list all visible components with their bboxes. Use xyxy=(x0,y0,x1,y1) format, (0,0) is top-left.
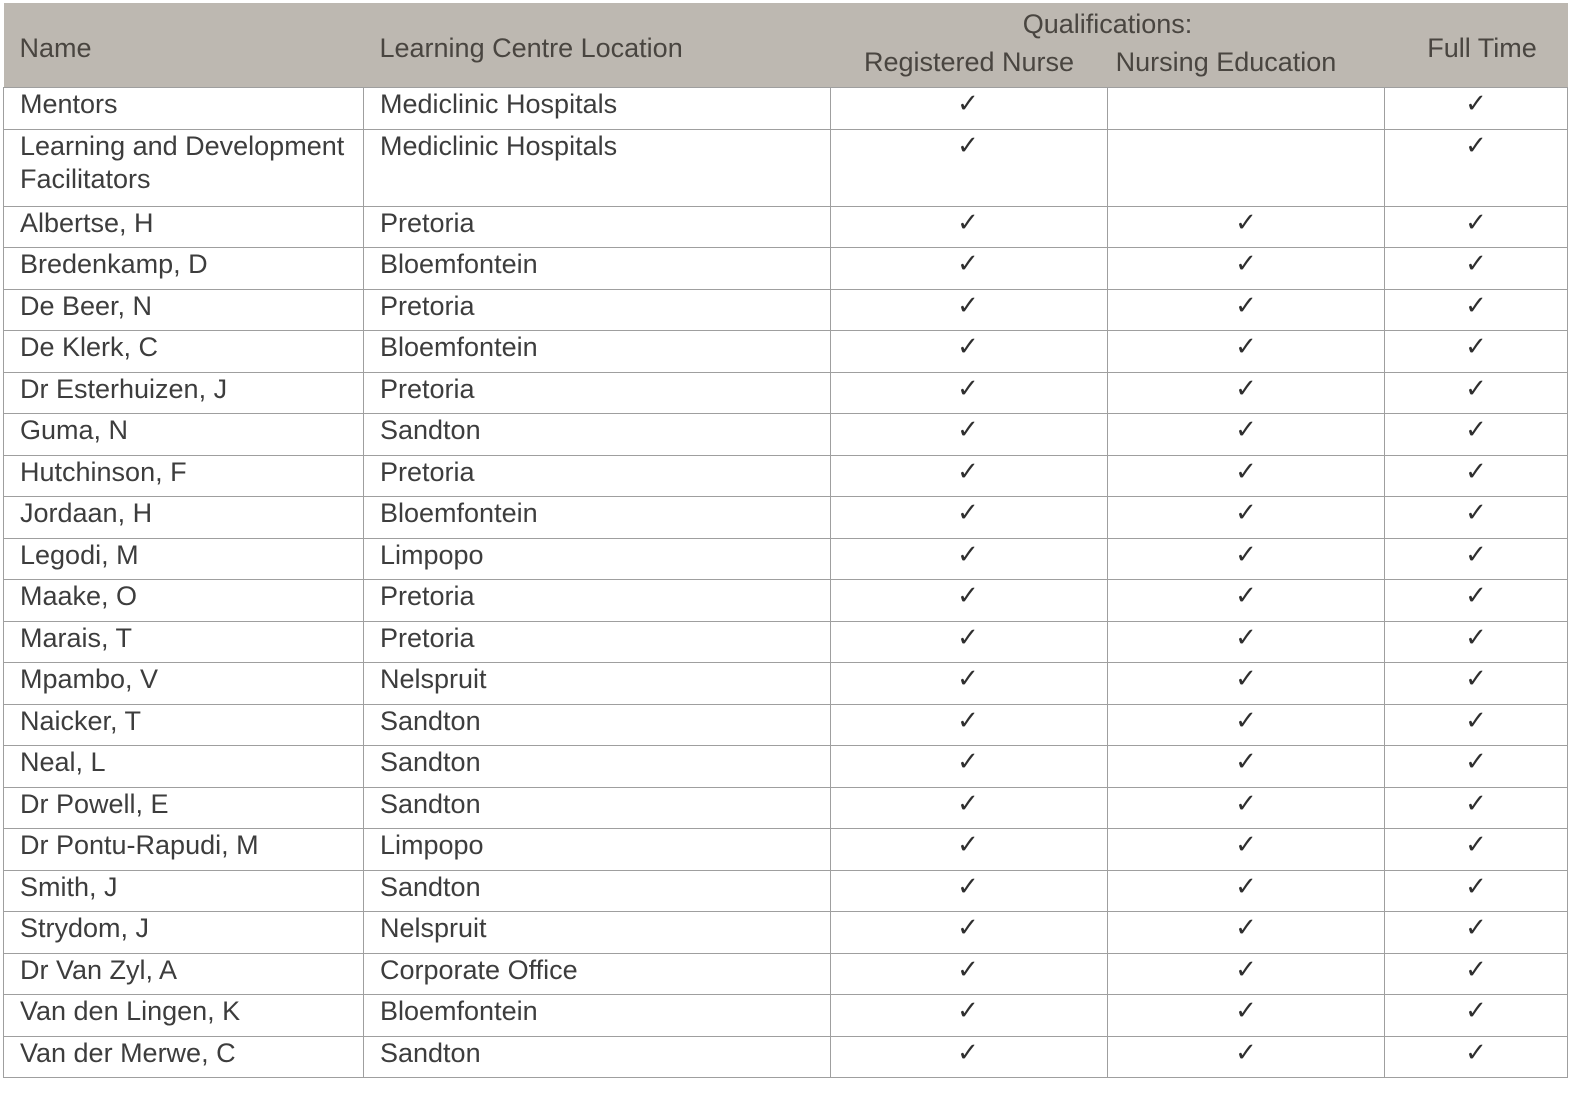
check-icon-full-time: ✓ xyxy=(1385,538,1568,580)
check-icon-full-time: ✓ xyxy=(1385,995,1568,1037)
check-icon-registered-nurse: ✓ xyxy=(831,455,1108,497)
check-icon-registered-nurse: ✓ xyxy=(831,248,1108,290)
cell-location: Nelspruit xyxy=(364,912,831,954)
cell-name: Dr Powell, E xyxy=(4,787,364,829)
cell-name: Maake, O xyxy=(4,580,364,622)
facilitators-table xyxy=(3,3,1568,1078)
check-icon-nursing-education: ✓ xyxy=(1108,331,1385,373)
check-icon-full-time: ✓ xyxy=(1385,455,1568,497)
cell-name: Learning and Development Facilitators xyxy=(4,129,364,206)
check-icon-nursing-education: ✓ xyxy=(1108,414,1385,456)
cell-location: Mediclinic Hospitals xyxy=(364,88,831,130)
header-registered-nurse: Registered Nurse xyxy=(831,47,1108,88)
table-row xyxy=(4,580,1568,622)
check-icon-registered-nurse: ✓ xyxy=(831,746,1108,788)
cell-location: Pretoria xyxy=(364,580,831,622)
cell-name: Guma, N xyxy=(4,414,364,456)
cell-name: Strydom, J xyxy=(4,912,364,954)
check-icon-nursing-education: ✓ xyxy=(1108,621,1385,663)
check-icon-nursing-education: ✓ xyxy=(1108,580,1385,622)
header-full-time: Full Time xyxy=(1385,3,1568,88)
cell-name: Neal, L xyxy=(4,746,364,788)
check-icon-registered-nurse: ✓ xyxy=(831,704,1108,746)
table-row xyxy=(4,995,1568,1037)
check-icon-nursing-education: ✓ xyxy=(1108,372,1385,414)
check-icon-full-time: ✓ xyxy=(1385,870,1568,912)
check-icon-registered-nurse: ✓ xyxy=(831,580,1108,622)
cell-name: Hutchinson, F xyxy=(4,455,364,497)
cell-name: Mentors xyxy=(4,88,364,130)
check-icon-registered-nurse: ✓ xyxy=(831,995,1108,1037)
table-row xyxy=(4,912,1568,954)
table-row xyxy=(4,829,1568,871)
check-icon-full-time: ✓ xyxy=(1385,497,1568,539)
table-row xyxy=(4,663,1568,705)
check-icon-nursing-education: ✓ xyxy=(1108,1036,1385,1078)
check-icon-full-time: ✓ xyxy=(1385,829,1568,871)
table-row xyxy=(4,704,1568,746)
cell-location: Bloemfontein xyxy=(364,331,831,373)
cell-location: Limpopo xyxy=(364,829,831,871)
check-icon-nursing-education: ✓ xyxy=(1108,953,1385,995)
check-icon-nursing-education: ✓ xyxy=(1108,746,1385,788)
table-row xyxy=(4,746,1568,788)
check-icon-nursing-education xyxy=(1108,129,1385,206)
table-row xyxy=(4,206,1568,248)
check-icon-nursing-education: ✓ xyxy=(1108,289,1385,331)
check-icon-nursing-education: ✓ xyxy=(1108,497,1385,539)
cell-name: Dr Pontu-Rapudi, M xyxy=(4,829,364,871)
header-nursing-education: Nursing Education xyxy=(1108,47,1385,88)
cell-name: Van den Lingen, K xyxy=(4,995,364,1037)
check-icon-nursing-education: ✓ xyxy=(1108,206,1385,248)
check-icon-registered-nurse: ✓ xyxy=(831,88,1108,130)
table-row xyxy=(4,1036,1568,1078)
check-icon-full-time: ✓ xyxy=(1385,289,1568,331)
table-row xyxy=(4,787,1568,829)
check-icon-full-time: ✓ xyxy=(1385,129,1568,206)
check-icon-nursing-education: ✓ xyxy=(1108,787,1385,829)
cell-location: Bloemfontein xyxy=(364,497,831,539)
cell-location: Sandton xyxy=(364,1036,831,1078)
header-name: Name xyxy=(4,3,364,88)
cell-location: Bloemfontein xyxy=(364,995,831,1037)
cell-location: Nelspruit xyxy=(364,663,831,705)
check-icon-registered-nurse: ✓ xyxy=(831,663,1108,705)
check-icon-full-time: ✓ xyxy=(1385,746,1568,788)
check-icon-registered-nurse: ✓ xyxy=(831,129,1108,206)
check-icon-nursing-education: ✓ xyxy=(1108,538,1385,580)
check-icon-registered-nurse: ✓ xyxy=(831,497,1108,539)
cell-name: De Klerk, C xyxy=(4,331,364,373)
table-row xyxy=(4,372,1568,414)
cell-name: Dr Van Zyl, A xyxy=(4,953,364,995)
check-icon-registered-nurse: ✓ xyxy=(831,331,1108,373)
check-icon-registered-nurse: ✓ xyxy=(831,538,1108,580)
check-icon-nursing-education: ✓ xyxy=(1108,663,1385,705)
cell-location: Limpopo xyxy=(364,538,831,580)
cell-location: Mediclinic Hospitals xyxy=(364,129,831,206)
table-row xyxy=(4,870,1568,912)
check-icon-full-time: ✓ xyxy=(1385,372,1568,414)
cell-name: Legodi, M xyxy=(4,538,364,580)
table-header xyxy=(4,3,1568,88)
check-icon-registered-nurse: ✓ xyxy=(831,870,1108,912)
table-row xyxy=(4,497,1568,539)
table-row xyxy=(4,414,1568,456)
cell-location: Pretoria xyxy=(364,372,831,414)
cell-name: Albertse, H xyxy=(4,206,364,248)
table-row xyxy=(4,88,1568,130)
check-icon-full-time: ✓ xyxy=(1385,621,1568,663)
cell-name: Naicker, T xyxy=(4,704,364,746)
cell-location: Sandton xyxy=(364,787,831,829)
header-qualifications: Qualifications: xyxy=(831,3,1385,47)
cell-location: Corporate Office xyxy=(364,953,831,995)
check-icon-full-time: ✓ xyxy=(1385,331,1568,373)
check-icon-registered-nurse: ✓ xyxy=(831,912,1108,954)
check-icon-nursing-education: ✓ xyxy=(1108,912,1385,954)
cell-location: Pretoria xyxy=(364,455,831,497)
check-icon-nursing-education: ✓ xyxy=(1108,704,1385,746)
cell-name: Van der Merwe, C xyxy=(4,1036,364,1078)
check-icon-registered-nurse: ✓ xyxy=(831,372,1108,414)
table-row xyxy=(4,953,1568,995)
check-icon-full-time: ✓ xyxy=(1385,704,1568,746)
check-icon-registered-nurse: ✓ xyxy=(831,829,1108,871)
cell-location: Sandton xyxy=(364,704,831,746)
check-icon-registered-nurse: ✓ xyxy=(831,621,1108,663)
cell-name: De Beer, N xyxy=(4,289,364,331)
check-icon-full-time: ✓ xyxy=(1385,1036,1568,1078)
cell-name: Dr Esterhuizen, J xyxy=(4,372,364,414)
cell-location: Sandton xyxy=(364,746,831,788)
table-body xyxy=(4,88,1568,1078)
check-icon-full-time: ✓ xyxy=(1385,580,1568,622)
cell-location: Sandton xyxy=(364,870,831,912)
check-icon-nursing-education: ✓ xyxy=(1108,829,1385,871)
check-icon-registered-nurse: ✓ xyxy=(831,289,1108,331)
check-icon-nursing-education: ✓ xyxy=(1108,248,1385,290)
table-row xyxy=(4,455,1568,497)
check-icon-nursing-education: ✓ xyxy=(1108,870,1385,912)
header-location: Learning Centre Location xyxy=(364,3,831,88)
check-icon-registered-nurse: ✓ xyxy=(831,414,1108,456)
table-row xyxy=(4,331,1568,373)
check-icon-full-time: ✓ xyxy=(1385,953,1568,995)
check-icon-nursing-education: ✓ xyxy=(1108,995,1385,1037)
check-icon-registered-nurse: ✓ xyxy=(831,953,1108,995)
cell-name: Bredenkamp, D xyxy=(4,248,364,290)
table-row xyxy=(4,289,1568,331)
cell-location: Pretoria xyxy=(364,621,831,663)
check-icon-full-time: ✓ xyxy=(1385,787,1568,829)
cell-name: Jordaan, H xyxy=(4,497,364,539)
table-row xyxy=(4,129,1568,206)
table-row xyxy=(4,538,1568,580)
cell-name: Marais, T xyxy=(4,621,364,663)
cell-location: Pretoria xyxy=(364,289,831,331)
check-icon-nursing-education: ✓ xyxy=(1108,455,1385,497)
table-row xyxy=(4,248,1568,290)
check-icon-registered-nurse: ✓ xyxy=(831,787,1108,829)
check-icon-registered-nurse: ✓ xyxy=(831,1036,1108,1078)
cell-name: Smith, J xyxy=(4,870,364,912)
check-icon-full-time: ✓ xyxy=(1385,248,1568,290)
cell-name: Mpambo, V xyxy=(4,663,364,705)
check-icon-full-time: ✓ xyxy=(1385,912,1568,954)
check-icon-full-time: ✓ xyxy=(1385,663,1568,705)
check-icon-full-time: ✓ xyxy=(1385,206,1568,248)
cell-location: Pretoria xyxy=(364,206,831,248)
cell-location: Sandton xyxy=(364,414,831,456)
cell-location: Bloemfontein xyxy=(364,248,831,290)
table-row xyxy=(4,621,1568,663)
check-icon-full-time: ✓ xyxy=(1385,414,1568,456)
check-icon-full-time: ✓ xyxy=(1385,88,1568,130)
check-icon-registered-nurse: ✓ xyxy=(831,206,1108,248)
check-icon-nursing-education xyxy=(1108,88,1385,130)
